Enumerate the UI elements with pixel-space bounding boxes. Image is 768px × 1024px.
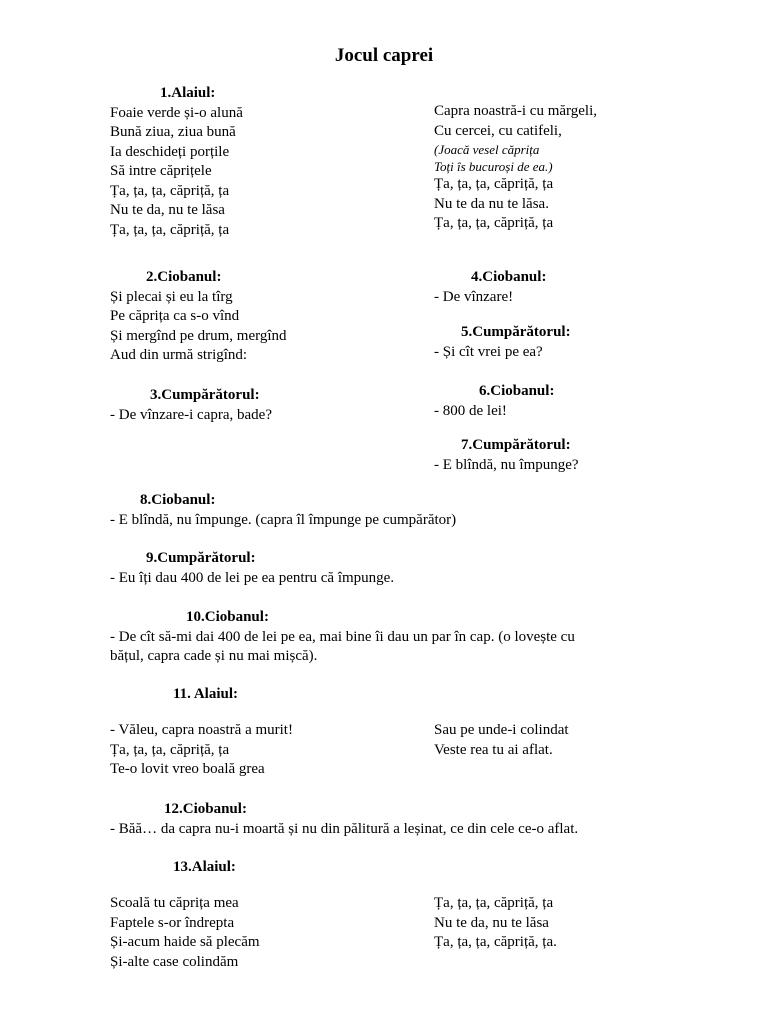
section-heading: 13.Alaiul: (173, 859, 236, 875)
dialogue-line: - De vînzare-i capra, bade? (110, 406, 272, 423)
section-3-cumparatorul (110, 386, 272, 425)
section-1-continuation (434, 102, 597, 234)
verse-line: Ța, ța, ța, căpriță, ța. (434, 934, 557, 950)
verse-line: Veste rea tu ai aflat. (434, 741, 553, 758)
section-heading: 9.Cumpărătorul: (146, 550, 256, 566)
verse-line: Ța, ța, ța, căpriță, ța (434, 176, 554, 192)
verse-line: Pe căprița ca s-o vînd (110, 308, 240, 324)
section-1-alaiul (110, 84, 243, 240)
verse-line: Ța, ța, ța, căpriță, ța (110, 221, 230, 238)
dialogue-line: - 800 de lei! (434, 402, 507, 419)
section-4-ciobanul (434, 268, 546, 307)
verse-line: - Văleu, capra noastră a murit! (110, 722, 293, 738)
section-8-ciobanul (110, 491, 456, 530)
section-heading: 4.Ciobanul: (471, 269, 547, 285)
section-11-left-verse (110, 721, 293, 780)
verse-line: Cu cercei, cu catifeli, (434, 122, 562, 139)
section-heading: 6.Ciobanul: (479, 383, 555, 399)
section-heading: 2.Ciobanul: (146, 269, 222, 285)
stage-direction: (Joacă vesel căprița (434, 142, 540, 157)
section-13-right-verse (434, 894, 557, 953)
verse-line: Și plecai și eu la tîrg (110, 288, 233, 305)
verse-line: Aud din urmă strigînd: (110, 347, 248, 363)
section-13-alaiul (110, 858, 236, 878)
verse-line: Foaie verde și-o alună (110, 104, 243, 121)
verse-line: Scoală tu căprița mea (110, 895, 239, 911)
section-heading: 10.Ciobanul: (186, 609, 269, 625)
dialogue-line: - De vînzare! (434, 288, 514, 305)
section-11-right-verse (434, 721, 569, 760)
section-heading: 1.Alaiul: (160, 85, 216, 101)
section-10-ciobanul (110, 608, 575, 667)
verse-line: Ța, ța, ța, căpriță, ța (110, 182, 230, 199)
verse-line: Ța, ța, ța, căpriță, ța (110, 741, 230, 758)
dialogue-line: bățul, capra cade și nu mai mișcă). (110, 648, 318, 664)
section-heading: 12.Ciobanul: (164, 801, 247, 817)
dialogue-line: - Eu îți dau 400 de lei pe ea pentru că împunge. (110, 569, 395, 586)
section-12-ciobanul (110, 800, 578, 839)
dialogue-line: - E blîndă, nu împunge. (capra îl împunge pe cumpărător) (110, 511, 457, 528)
verse-line: Ța, ța, ța, căpriță, ța (434, 895, 554, 911)
verse-line: Faptele s-or îndrepta (110, 914, 235, 931)
section-6-ciobanul (434, 382, 554, 421)
section-11-alaiul (110, 685, 238, 705)
section-heading: 3.Cumpărătorul: (150, 387, 260, 403)
verse-line: Și mergînd pe drum, mergînd (110, 327, 287, 344)
verse-line: Bună ziua, ziua bună (110, 124, 236, 140)
section-2-ciobanul (110, 268, 287, 366)
verse-line: Și-alte case colindăm (110, 953, 239, 970)
verse-line: Să intre căprițele (110, 163, 212, 179)
dialogue-line: - Băă… da capra nu-i moartă și nu din pălitură a leșinat, ce din cele ce-o aflat. (110, 820, 579, 837)
section-9-cumparatorul (110, 549, 394, 588)
verse-line: Ța, ța, ța, căpriță, ța (434, 215, 554, 231)
stage-direction: Toți îs bucuroși de ea.) (434, 159, 553, 174)
section-13-left-verse (110, 894, 260, 972)
verse-line: Te-o lovit vreo boală grea (110, 761, 265, 777)
verse-line: Și-acum haide să plecăm (110, 934, 260, 950)
dialogue-line: - E blîndă, nu împunge? (434, 456, 579, 473)
section-5-cumparatorul (434, 323, 571, 362)
dialogue-line: - De cît să-mi dai 400 de lei pe ea, mai bine îi dau un par în cap. (o lovește cu (110, 628, 575, 645)
verse-line: Nu te da, nu te lăsa (110, 202, 225, 218)
section-7-cumparatorul (434, 436, 579, 475)
verse-line: Ia deschideți porțile (110, 143, 230, 160)
verse-line: Sau pe unde-i colindat (434, 722, 569, 738)
verse-line: Nu te da nu te lăsa. (434, 195, 549, 212)
section-heading: 11. Alaiul: (173, 686, 239, 702)
section-heading: 8.Ciobanul: (140, 492, 216, 508)
section-heading: 5.Cumpărătorul: (461, 324, 571, 340)
dialogue-line: - Și cît vrei pe ea? (434, 343, 543, 360)
section-heading: 7.Cumpărătorul: (461, 437, 571, 453)
verse-line: Nu te da, nu te lăsa (434, 914, 549, 931)
verse-line: Capra noastră-i cu mărgeli, (434, 103, 597, 119)
page-title: Jocul caprei (334, 45, 434, 66)
